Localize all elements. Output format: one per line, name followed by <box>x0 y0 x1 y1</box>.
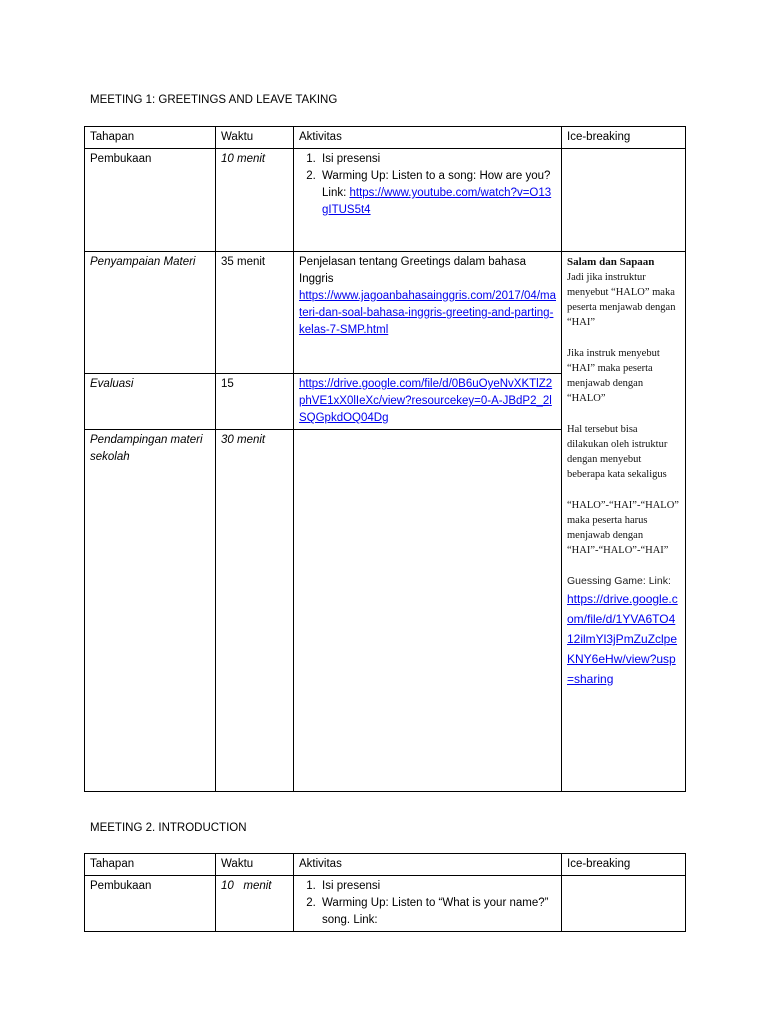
header-tahapan: Tahapan <box>85 854 216 876</box>
list-item: 1. Isi presensi <box>319 878 556 895</box>
stage-cell: Pembukaan <box>85 149 216 252</box>
table-row-pembukaan <box>85 876 686 932</box>
time-cell: 15 <box>216 374 294 430</box>
header-waktu: Waktu <box>216 854 294 876</box>
list-item-text: Warming Up: Listen to a song: How are you? Link: <box>322 170 551 199</box>
table-row-penyampaian <box>85 252 686 374</box>
stage-cell: Pendampingan materi sekolah <box>85 430 216 792</box>
header-waktu: Waktu <box>216 127 294 149</box>
stage-cell: Pembukaan <box>85 876 216 932</box>
list-item: 2. Warming Up: Listen to “What is your name?” song. Link: <box>319 895 556 929</box>
ice-breaking-text: Hal tersebut bisa dilakukan oleh istruktur dengan menyebut beberapa kata sekaligus <box>567 424 668 480</box>
meeting1-table <box>84 126 686 792</box>
guessing-game-link[interactable]: https://drive.google.com/file/d/1YVA6TO412ilmYl3jPmZuZclpeKNY6eHw/view?usp=sharing <box>567 592 678 686</box>
time-cell: 10 menit <box>216 876 294 932</box>
list-item <box>319 168 556 219</box>
activity-cell <box>294 430 562 792</box>
ice-breaking-text: “HALO”-“HAI”-“HALO” maka peserta harus menjawab dengan “HAI”-“HALO”-“HAI” <box>567 500 679 556</box>
drive-link[interactable]: https://drive.google.com/file/d/0B6uOyeNvXKTlZ2phVE1xX0lIeXc/view?resourcekey=0-A-JBdP2_2lSQGpkdOQ04Dg <box>299 378 553 424</box>
header-ice-breaking: Ice-breaking <box>562 854 686 876</box>
header-ice-breaking: Ice-breaking <box>562 127 686 149</box>
ice-breaking-cell <box>562 876 686 932</box>
header-aktivitas: Aktivitas <box>294 127 562 149</box>
activity-text: Penjelasan tentang Greetings dalam bahasa Inggris <box>299 256 526 285</box>
list-item: 1. Isi presensi <box>319 151 556 168</box>
ice-breaking-cell <box>562 149 686 252</box>
youtube-link[interactable]: https://www.youtube.com/watch?v=O13gITUS5t4 <box>322 187 552 216</box>
meeting2-table <box>84 853 686 932</box>
materi-link[interactable]: https://www.jagoanbahasainggris.com/2017/04/materi-dan-soal-bahasa-inggris-greeting-and-parting-kelas-7-SMP.html <box>299 290 556 336</box>
activity-cell <box>294 374 562 430</box>
activity-cell <box>294 149 562 252</box>
time-cell: 30 menit <box>216 430 294 792</box>
guessing-game-label: Guessing Game: Link: <box>567 575 671 587</box>
meeting1-title: MEETING 1: GREETINGS AND LEAVE TAKING <box>90 94 338 106</box>
ice-breaking-cell <box>562 252 686 792</box>
table-header-row <box>85 854 686 876</box>
table-row-pembukaan <box>85 149 686 252</box>
time-cell: 35 menit <box>216 252 294 374</box>
table-header-row <box>85 127 686 149</box>
ice-breaking-text: Jadi jika instruktur menyebut “HALO” maka peserta menjawab dengan “HAI” <box>567 272 676 328</box>
stage-cell: Penyampaian Materi <box>85 252 216 374</box>
activity-cell <box>294 876 562 932</box>
time-cell: 10 menit <box>216 149 294 252</box>
ice-breaking-title: Salam dan Sapaan <box>567 256 655 268</box>
meeting2-title: MEETING 2. INTRODUCTION <box>90 822 247 834</box>
ice-breaking-text: Jika instruk menyebut “HAI” maka peserta menjawab dengan “HALO” <box>567 348 660 404</box>
header-aktivitas: Aktivitas <box>294 854 562 876</box>
header-tahapan: Tahapan <box>85 127 216 149</box>
activity-cell <box>294 252 562 374</box>
stage-cell: Evaluasi <box>85 374 216 430</box>
